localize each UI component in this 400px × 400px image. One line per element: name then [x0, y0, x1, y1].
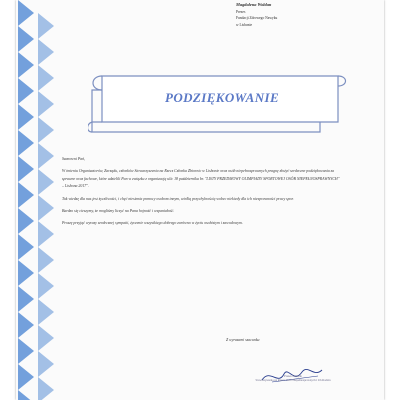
- border-chevron: [38, 273, 54, 299]
- letter-body: [62, 156, 342, 233]
- border-chevron: [38, 377, 54, 400]
- body-paragraph: Bardzo się cieszymy, że mogliśmy liczyć na Pana hojność i wspaniałość.: [62, 209, 175, 214]
- border-chevron: [38, 65, 54, 91]
- border-chevron: [38, 351, 54, 377]
- body-paragraph: Proszę przyjąć wyrazy serdecznej sympatii, życzenie wszystkiego dobrego zarówno w życiu osobistym i zawodowym.: [62, 221, 243, 226]
- border-chevron: [38, 143, 54, 169]
- border-chevron: [38, 247, 54, 273]
- sender-line: Fundacji Zdrowego Nawyku: [236, 16, 278, 20]
- official-stamp: [228, 374, 358, 382]
- border-chevron: [18, 312, 34, 338]
- border-chevron: [18, 390, 34, 400]
- border-chevron: [18, 208, 34, 234]
- border-chevron: [18, 338, 34, 364]
- border-chevron: [38, 117, 54, 143]
- border-chevron: [38, 325, 54, 351]
- stamp-line: Prezes Zarządu: [284, 374, 302, 378]
- border-chevron: [18, 364, 34, 390]
- border-chevron: [38, 195, 54, 221]
- border-chevron: [18, 234, 34, 260]
- body-paragraph: W imieniu Organizatorów, Zarządu, członków Stowarzyszenia na Rzecz Członka Zbiornic w Lisbonie oraz osób niepełnosprawnych pragnę złożyć serdeczne podziękowania za sprawne oraz fachowe, które udzielili Pan w związku z organizacją ulic 18 października br. "LISTY PRZEDMOWY OLIMPIADY SPORTOWEJ OSÓB NIEPEŁNOSPRAWNYCH" – Lisbona 2017".: [62, 169, 340, 189]
- greeting: Szanowni Pań,: [62, 157, 86, 161]
- border-chevron: [38, 299, 54, 325]
- decorative-border: [16, 0, 56, 400]
- border-chevron: [18, 26, 34, 52]
- border-chevron: [18, 130, 34, 156]
- sender-line: Prezes: [236, 9, 246, 14]
- border-chevron: [38, 91, 54, 117]
- border-chevron: [18, 52, 34, 78]
- border-chevron: [18, 286, 34, 312]
- sender-block: [236, 2, 366, 28]
- stamp-line: Stowarzyszenia na Rzecz Osób Niepełnosprawnych i Ich Rodzin: [255, 378, 331, 382]
- body-paragraph: Tak wiedzę dla nas jest życzliwości, i chęć niesienia pomocy osobom innym, wielką przychylnością wobec niekiedy dla ich niesprawności pracy spor.: [62, 196, 294, 201]
- letter-title: PODZIĘKOWANIE: [164, 90, 280, 105]
- border-chevron: [18, 78, 34, 104]
- closing-line: Z wyrazami szacunku: [226, 338, 260, 342]
- border-chevron: [38, 221, 54, 247]
- border-chevron: [38, 39, 54, 65]
- border-chevron: [38, 13, 54, 39]
- border-chevron: [18, 182, 34, 208]
- sender-line: w Lisbonie: [236, 22, 253, 27]
- border-chevron: [18, 104, 34, 130]
- border-chevron: [18, 260, 34, 286]
- border-chevron: [18, 0, 34, 26]
- sender-name: Magdalena Wołdan: [236, 2, 272, 7]
- border-chevron: [18, 156, 34, 182]
- border-chevron: [38, 169, 54, 195]
